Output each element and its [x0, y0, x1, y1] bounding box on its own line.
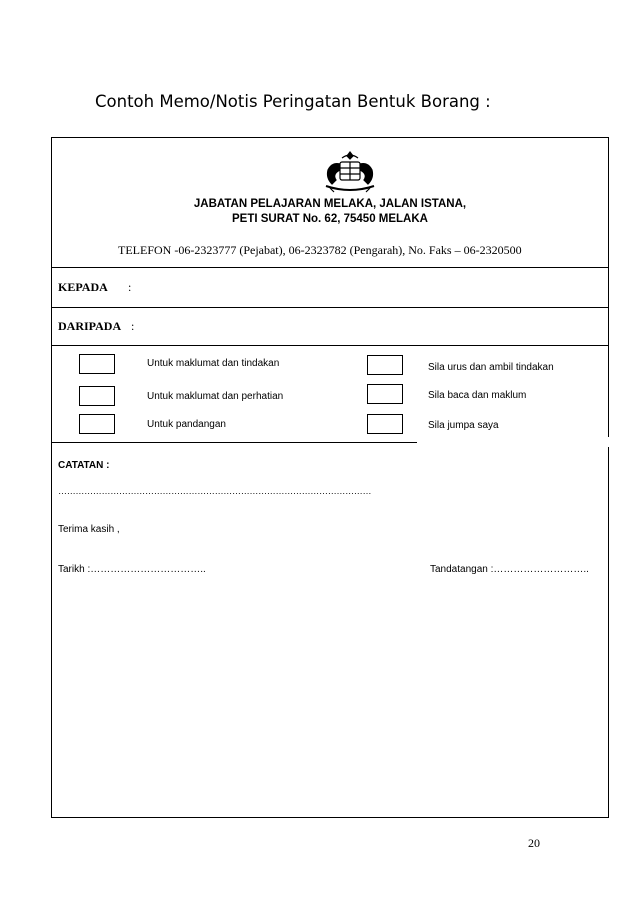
daripada-label: DARIPADA	[58, 319, 122, 333]
option-label: Sila jumpa saya	[428, 420, 499, 431]
checkbox-urus-tindakan[interactable]	[367, 355, 403, 375]
thanks-text: Terima kasih ,	[58, 524, 120, 535]
checkbox-pandangan[interactable]	[79, 414, 115, 434]
catatan-label: CATATAN :	[58, 460, 110, 471]
page-number: 20	[528, 836, 540, 850]
option-label: Untuk pandangan	[147, 419, 226, 430]
option-label: Sila baca dan maklum	[428, 390, 527, 401]
divider	[52, 307, 608, 308]
divider	[52, 345, 608, 346]
checkbox-maklumat-tindakan[interactable]	[79, 354, 115, 374]
org-address-line2: PETI SURAT No. 62, 75450 MELAKA	[232, 213, 428, 225]
tarikh-field: Tarikh :……………………………..	[58, 564, 206, 575]
telefon-line: TELEFON -06-2323777 (Pejabat), 06-2323782 (Pengarah), No. Faks – 06-2320500	[118, 243, 522, 257]
option-label: Sila urus dan ambil tindakan	[428, 362, 554, 373]
divider-gap	[417, 437, 610, 447]
memo-form	[51, 137, 609, 818]
org-name-line1: JABATAN PELAJARAN MELAKA, JALAN ISTANA,	[193, 198, 467, 210]
divider	[52, 267, 608, 268]
option-label: Untuk maklumat dan perhatian	[147, 391, 284, 402]
checkbox-jumpa-saya[interactable]	[367, 414, 403, 434]
catatan-dots: ………………………………………………………………………………………………	[58, 486, 372, 496]
coat-of-arms-icon	[320, 150, 380, 194]
kepada-colon: :	[128, 280, 132, 294]
checkbox-maklumat-perhatian[interactable]	[79, 386, 115, 406]
page-title: Contoh Memo/Notis Peringatan Bentuk Borang :	[95, 92, 491, 111]
checkbox-baca-maklum[interactable]	[367, 384, 403, 404]
tandatangan-field: Tandatangan :………………………..	[430, 564, 589, 575]
daripada-colon: :	[131, 319, 135, 333]
option-label: Untuk maklumat dan tindakan	[147, 358, 280, 369]
kepada-label: KEPADA	[58, 280, 108, 294]
